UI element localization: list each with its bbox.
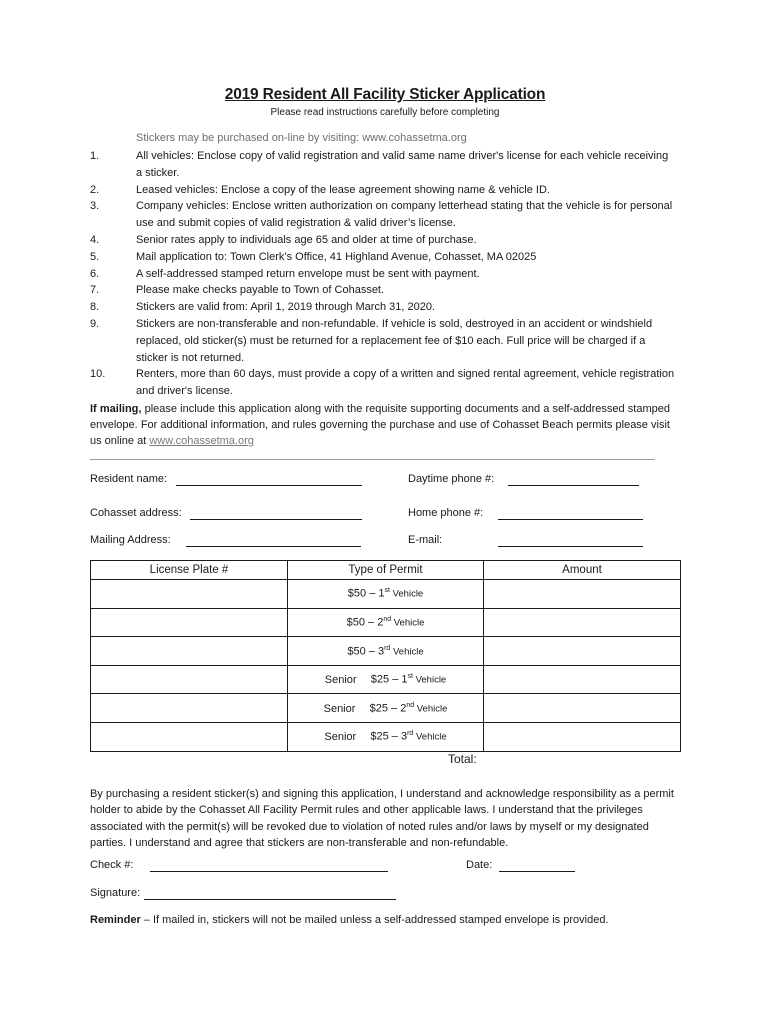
amount-cell[interactable] [484, 580, 681, 609]
instruction-text: Senior rates apply to individuals age 65 and older at time of purchase. [136, 233, 477, 246]
price-label: $25 – 3 [370, 731, 408, 744]
mailing-lead: If mailing, [90, 403, 142, 415]
license-plate-cell[interactable] [91, 722, 288, 751]
instruction-text: A self-addressed stamped return envelope must be sent with payment. [136, 267, 480, 280]
daytime-phone-label: Daytime phone #: [408, 473, 495, 485]
senior-label: Senior [323, 702, 356, 715]
resident-name-field[interactable] [176, 485, 362, 486]
instruction-number: 7. [90, 284, 100, 297]
instruction-item [0, 299, 770, 316]
column-header-amount: Amount [484, 561, 681, 580]
permit-type-cell [288, 637, 484, 666]
instruction-text: Please make checks payable to Town of Cohasset. [136, 284, 385, 297]
page-title: 2019 Resident All Facility Sticker Application [224, 86, 546, 103]
license-plate-cell[interactable] [91, 694, 288, 723]
email-label: E-mail: [408, 534, 443, 546]
instruction-text: All vehicles: Enclose copy of valid registration and valid same name driver's license for each vehicle receiving a sticker. [136, 150, 669, 179]
vehicle-label: Vehicle [389, 589, 424, 601]
mailing-paragraph [90, 401, 670, 450]
price-label: $50 – 3 [347, 645, 385, 658]
signature-label: Signature: [90, 887, 141, 899]
price-label: $50 – 1 [347, 588, 385, 601]
section-divider [90, 459, 655, 460]
vehicle-label: Vehicle [412, 674, 447, 686]
amount-cell[interactable] [484, 637, 681, 666]
instruction-number: 8. [90, 301, 100, 314]
table-row [91, 694, 681, 723]
instruction-text: Company vehicles: Enclose written authorization on company letterhead stating that the vehicle is for personal use and submit copies of valid registration & valid driver’s license. [136, 200, 673, 230]
amount-cell[interactable] [484, 608, 681, 637]
instruction-item [0, 266, 770, 283]
instruction-item [0, 148, 770, 182]
column-header-license-plate: License Plate # [91, 561, 288, 580]
instruction-item [0, 316, 770, 366]
instruction-item [0, 182, 770, 199]
instruction-number: 4. [90, 233, 100, 246]
vehicle-label: Vehicle [413, 732, 447, 744]
online-purchase-note: Stickers may be purchased on-line by visiting: www.cohassetma.org [136, 132, 467, 144]
price-label: $50 – 2 [346, 616, 384, 629]
instruction-text: Renters, more than 60 days, must provide a copy of a written and signed rental agreement, vehicle registration and driver's license. [136, 368, 675, 398]
senior-label: Senior [324, 731, 357, 744]
vehicle-label: Vehicle [391, 617, 425, 629]
mailing-address-field[interactable] [186, 546, 361, 547]
cohasset-address-field[interactable] [190, 519, 362, 520]
instruction-text: Stickers are non-transferable and non-refundable. If vehicle is sold, destroyed in an accident or windshield replaced, old sticker(s) must be returned for a replacement fee of $10 each. Full price will be charged if a sticker is not returned. [136, 317, 653, 364]
instruction-number: 2. [90, 183, 100, 196]
table-row [91, 665, 681, 694]
license-plate-cell[interactable] [91, 580, 288, 609]
instruction-item [0, 249, 770, 266]
vehicle-label: Vehicle [414, 703, 448, 715]
price-label: $25 – 2 [369, 702, 407, 715]
ordinal-suffix: st [384, 587, 390, 595]
amount-cell[interactable] [484, 665, 681, 694]
daytime-phone-field[interactable] [508, 485, 639, 486]
instruction-number: 10. [90, 368, 106, 381]
ordinal-suffix: rd [407, 730, 414, 738]
date-field[interactable] [499, 871, 575, 872]
instruction-number: 3. [90, 200, 100, 213]
website-link[interactable]: www.cohassetma.org [149, 435, 254, 448]
home-phone-field[interactable] [498, 519, 643, 520]
instruction-number: 6. [90, 267, 100, 280]
signature-field[interactable] [144, 899, 396, 900]
cohasset-address-label: Cohasset address: [90, 507, 182, 519]
total-label: Total: [448, 752, 477, 766]
date-label: Date: [466, 859, 493, 871]
page-subtitle: Please read instructions carefully before completing [270, 107, 500, 118]
instruction-item [0, 198, 770, 232]
license-plate-cell[interactable] [91, 608, 288, 637]
table-row [91, 722, 681, 751]
reminder-note [90, 914, 609, 926]
instruction-number: 1. [90, 150, 100, 162]
reminder-lead: Reminder [90, 914, 141, 926]
license-plate-cell[interactable] [91, 637, 288, 666]
permit-type-cell [288, 608, 484, 637]
instruction-number: 9. [90, 317, 100, 330]
senior-label: Senior [324, 673, 357, 686]
instruction-item [0, 366, 770, 400]
resident-name-label: Resident name: [90, 473, 168, 485]
email-field[interactable] [498, 546, 643, 547]
check-number-label: Check #: [90, 859, 134, 871]
permit-type-cell [288, 580, 484, 609]
price-label: $25 – 1 [370, 673, 408, 686]
table-header-row [91, 561, 681, 580]
instruction-text: Leased vehicles: Enclose a copy of the lease agreement showing name & vehicle ID. [136, 183, 550, 196]
vehicle-label: Vehicle [390, 646, 424, 658]
ordinal-suffix: nd [406, 701, 415, 709]
instruction-item [0, 232, 770, 249]
license-plate-cell[interactable] [91, 665, 288, 694]
ordinal-suffix: st [407, 673, 413, 681]
table-row [91, 580, 681, 609]
column-header-permit-type: Type of Permit [288, 561, 484, 580]
instruction-text: Mail application to: Town Clerk’s Office, 41 Highland Avenue, Cohasset, MA 02025 [136, 250, 537, 263]
instructions-list [0, 148, 770, 400]
ordinal-suffix: nd [383, 616, 392, 624]
instruction-number: 5. [90, 250, 100, 263]
instruction-item [0, 282, 770, 299]
table-row [91, 637, 681, 666]
permit-type-cell [288, 722, 484, 751]
home-phone-label: Home phone #: [408, 507, 484, 519]
permit-type-cell [288, 694, 484, 723]
amount-cell[interactable] [484, 722, 681, 751]
instruction-text: Stickers are valid from: April 1, 2019 through March 31, 2020. [136, 301, 435, 314]
permit-type-cell [288, 665, 484, 694]
reminder-text: – If mailed in, stickers will not be mailed unless a self-addressed stamped envelope is provided. [140, 914, 609, 926]
permit-table [90, 560, 681, 752]
check-number-field[interactable] [150, 871, 388, 872]
amount-cell[interactable] [484, 694, 681, 723]
acknowledgement-paragraph: By purchasing a resident sticker(s) and signing this application, I understand and acknowledge responsibility as a permit holder to abide by the Cohasset All Facility Permit rules and other applicable laws. I understand that the privileges associated with the permit(s) will be revoked due to violation of noted rules and/or laws by myself or my designated parties. I understand and agree that stickers are non-transferable and non-refundable. [90, 788, 674, 849]
mailing-address-label: Mailing Address: [90, 534, 171, 546]
ordinal-suffix: rd [384, 644, 391, 652]
table-row [91, 608, 681, 637]
mailing-text: please include this application along with the requisite supporting documents and a self-addressed stamped envelope. For additional information, and rules governing the purchase and use of Cohasset Beach permits please visit us online at [90, 403, 670, 448]
